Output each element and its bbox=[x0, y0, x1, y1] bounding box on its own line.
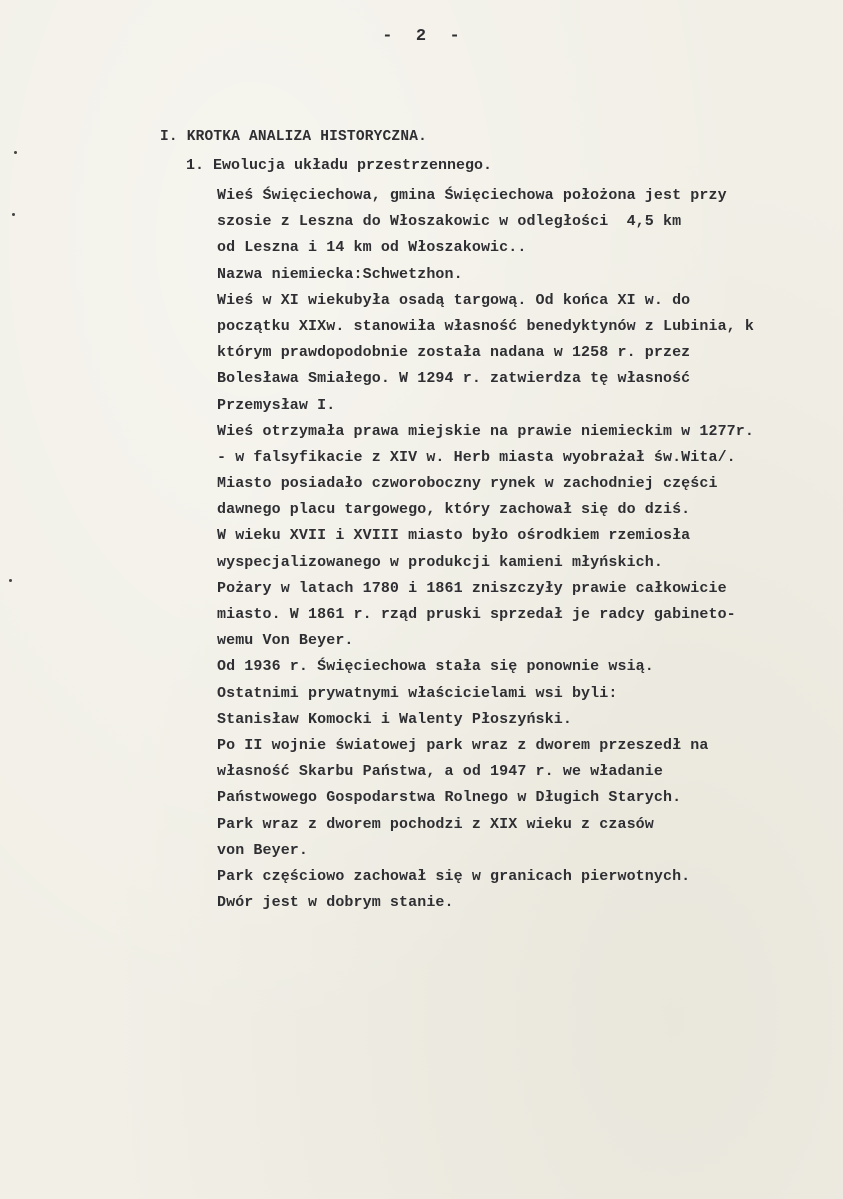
text-line: Miasto posiadało czworoboczny rynek w zachodniej części bbox=[217, 475, 718, 493]
page-number: - 2 - bbox=[382, 27, 461, 46]
text-line: własność Skarbu Państwa, a od 1947 r. we władanie bbox=[217, 763, 663, 781]
text-line: Wieś w XI wiekubyła osadą targową. Od końca XI w. do bbox=[217, 291, 691, 309]
text-line: Państwowego Gospodarstwa Rolnego w Długich Starych. bbox=[217, 789, 682, 807]
text-line: Pożary w latach 1780 i 1861 zniszczyły prawie całkowicie bbox=[217, 579, 727, 597]
text-line: Bolesława Smiałego. W 1294 r. zatwierdza tę własność bbox=[217, 370, 691, 388]
text-line: Ostatnimi prywatnymi właścicielami wsi byli: bbox=[217, 684, 618, 702]
text-line: którym prawdopodobnie została nadana w 1258 r. przez bbox=[217, 344, 691, 362]
margin-speck bbox=[14, 151, 17, 154]
text-line: Od 1936 r. Święciechowa stała się ponownie wsią. bbox=[217, 658, 654, 676]
margin-speck bbox=[9, 579, 12, 582]
text-line: Dwór jest w dobrym stanie. bbox=[217, 894, 454, 912]
text-line: początku XIXw. stanowiła własność benedyktynów z Lubinia, k bbox=[217, 317, 754, 335]
text-line: wemu Von Beyer. bbox=[217, 632, 354, 650]
text-line: miasto. W 1861 r. rząd pruski sprzedał je radcy gabineto- bbox=[217, 606, 736, 623]
text-line: von Beyer. bbox=[217, 841, 309, 859]
text-line: Wieś Święciechowa, gmina Święciechowa położona jest przy bbox=[217, 187, 727, 204]
text-line: Park wraz z dworem pochodzi z XIX wieku z czasów bbox=[217, 815, 654, 833]
text-line: Nazwa niemiecka:Schwetzhon. bbox=[217, 265, 463, 283]
text-line: Wieś otrzymała prawa miejskie na prawie niemieckim w 1277r. bbox=[217, 422, 754, 440]
text-line: wyspecjalizowanego w produkcji kamieni młyńskich. bbox=[217, 553, 663, 571]
body-text bbox=[217, 183, 837, 916]
margin-speck bbox=[12, 213, 15, 216]
subsection-heading: 1. Ewolucja układu przestrzennego. bbox=[186, 157, 493, 174]
text-line: dawnego placu targowego, który zachował się do dziś. bbox=[217, 501, 691, 519]
text-line: - w falsyfikacie z XIV w. Herb miasta wyobrażał św.Wita/. bbox=[217, 448, 736, 466]
text-line: od Leszna i 14 km od Włoszakowic.. bbox=[217, 239, 527, 257]
text-line: Przemysław I. bbox=[217, 396, 336, 414]
text-line: szosie z Leszna do Włoszakowic w odległości 4,5 km bbox=[217, 213, 682, 231]
text-line: Stanisław Komocki i Walenty Płoszyński. bbox=[217, 710, 572, 728]
text-line: Park częściowo zachował się w granicach pierwotnych. bbox=[217, 867, 691, 885]
section-heading: I. KROTKA ANALIZA HISTORYCZNA. bbox=[160, 129, 428, 145]
text-line: Po II wojnie światowej park wraz z dworem przeszedł na bbox=[217, 736, 709, 754]
text-line: W wieku XVII i XVIII miasto było ośrodkiem rzemiosła bbox=[217, 527, 691, 545]
